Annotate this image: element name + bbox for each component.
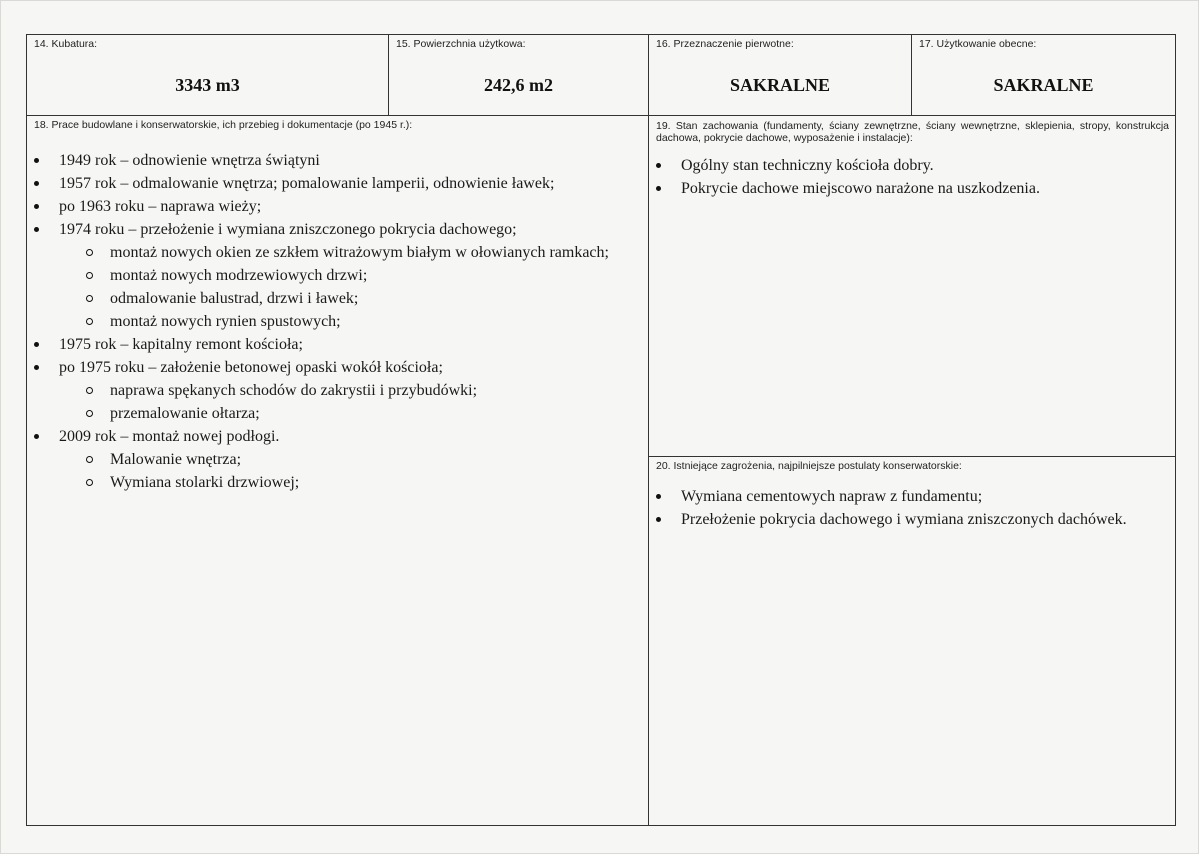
sub-list-item: montaż nowych rynien spustowych;: [27, 310, 648, 333]
field-17-uzytkowanie: [912, 35, 1175, 115]
field-16-przeznaczenie: [649, 35, 911, 115]
list-item: Wymiana cementowych napraw z fundamentu;: [649, 485, 1175, 508]
sub-list-item: naprawa spękanych schodów do zakrystii i przybudówki;: [27, 379, 648, 402]
list-item: 1949 rok – odnowienie wnętrza świątyni: [27, 149, 648, 172]
list-item: po 1963 roku – naprawa wieży;: [27, 195, 648, 218]
field-14-label: 14. Kubatura:: [34, 38, 98, 50]
sub-list-item: Wymiana stolarki drzwiowej;: [27, 471, 648, 494]
list-item: po 1975 roku – założenie betonowej opaski wokół kościoła;: [27, 356, 648, 379]
list-item: Ogólny stan techniczny kościoła dobry.: [649, 154, 1175, 177]
sub-list-item: montaż nowych okien ze szkłem witrażowym białym w ołowianych ramkach;: [27, 241, 648, 264]
field-18-prace-budowlane: [27, 116, 648, 825]
list-item: Przełożenie pokrycia dachowego i wymiana zniszczonych dachówek.: [649, 508, 1175, 531]
sub-list-item: przemalowanie ołtarza;: [27, 402, 648, 425]
record-form-table: [26, 34, 1176, 826]
field-20-label: 20. Istniejące zagrożenia, najpilniejsze postulaty konserwatorskie:: [656, 460, 962, 472]
field-15-value: 242,6 m2: [484, 75, 553, 95]
field-15-powierzchnia: [389, 35, 648, 115]
field-20-list: [649, 485, 1175, 531]
field-19-list: [649, 154, 1175, 200]
list-item: 1957 rok – odmalowanie wnętrza; pomalowanie lamperii, odnowienie ławek;: [27, 172, 648, 195]
sub-list-item: montaż nowych modrzewiowych drzwi;: [27, 264, 648, 287]
sub-list-item: odmalowanie balustrad, drzwi i ławek;: [27, 287, 648, 310]
field-18-label: 18. Prace budowlane i konserwatorskie, ich przebieg i dokumentacje (po 1945 r.):: [34, 119, 413, 131]
list-item: 1974 roku – przełożenie i wymiana zniszczonego pokrycia dachowego;: [27, 218, 648, 241]
field-17-value: SAKRALNE: [993, 75, 1094, 95]
field-20-zagrozenia: [649, 457, 1175, 825]
field-16-label: 16. Przeznaczenie pierwotne:: [656, 38, 794, 50]
field-19-label: 19. Stan zachowania (fundamenty, ściany zewnętrzne, ściany wewnętrzne, sklepienia, stropy, konstrukcja dachowa, pokrycie dachowe, wyposażenie i instalacje):: [656, 120, 1169, 144]
list-item: Pokrycie dachowe miejscowo narażone na uszkodzenia.: [649, 177, 1175, 200]
field-14-kubatura: [27, 35, 388, 115]
field-17-label: 17. Użytkowanie obecne:: [919, 38, 1037, 50]
field-15-label: 15. Powierzchnia użytkowa:: [396, 38, 526, 50]
field-16-value: SAKRALNE: [729, 75, 831, 95]
list-item: 2009 rok – montaż nowej podłogi.: [27, 425, 648, 448]
field-19-stan-zachowania: [649, 116, 1175, 456]
sub-list-item: Malowanie wnętrza;: [27, 448, 648, 471]
field-18-list: [27, 149, 648, 494]
field-14-value: 3343 m3: [175, 75, 240, 95]
list-item: 1975 rok – kapitalny remont kościoła;: [27, 333, 648, 356]
